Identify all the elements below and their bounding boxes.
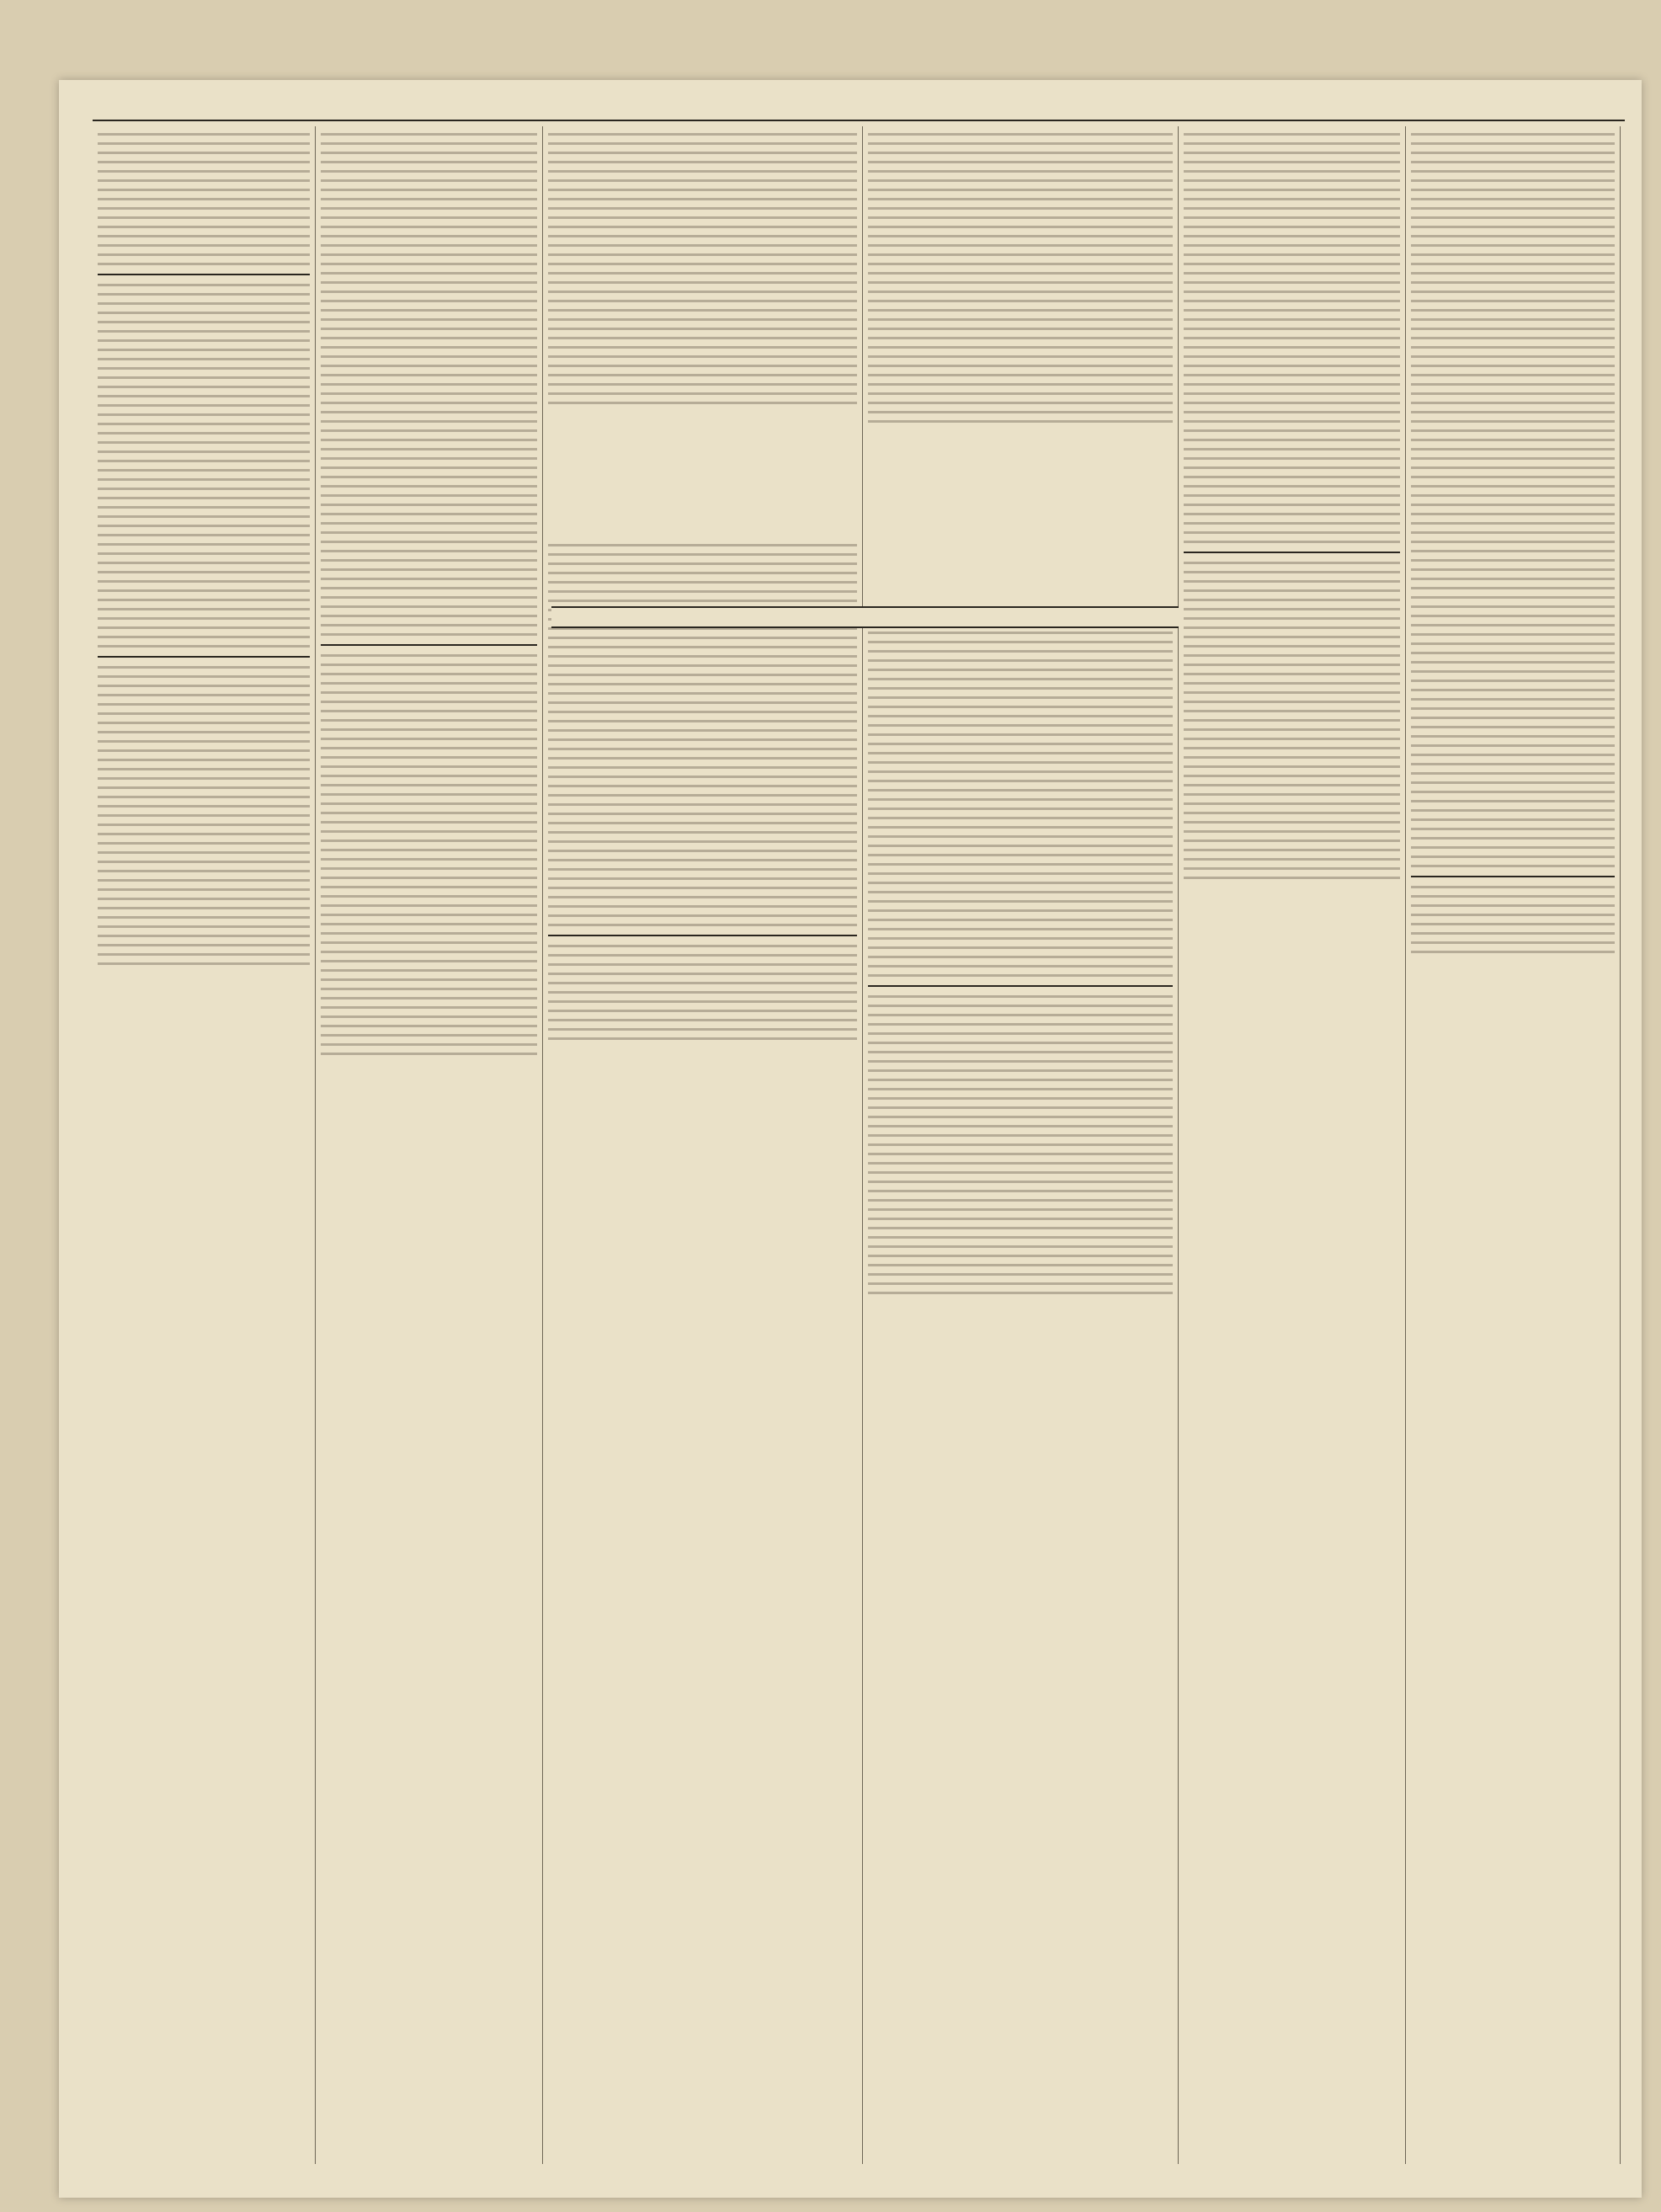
column-4 [863,126,1179,2164]
article-text [98,133,310,265]
spanning-headline [551,606,1179,628]
article-text [1411,886,1615,953]
masthead [93,91,1625,121]
article-text [1184,654,1400,712]
article-text [548,544,857,769]
article-text [321,839,537,981]
column-3 [543,126,863,2164]
article-text [1184,719,1400,805]
article-text [321,654,537,833]
article-text [1184,812,1400,879]
article-text [321,318,537,636]
column-6 [1406,126,1621,2164]
divider [1184,552,1400,553]
divider [98,656,310,658]
article-text [548,945,857,1040]
column-spacer [1179,126,1189,2164]
article-text [868,613,1173,977]
article-text [98,805,310,854]
divider [548,935,857,936]
article-text [1184,562,1400,648]
article-text [98,861,310,965]
divider [321,644,537,646]
divider [98,274,310,275]
article-text [868,133,1173,423]
article-text [1411,133,1615,867]
column-1 [93,126,316,2164]
column-5 [1179,126,1406,2164]
article-text [98,731,310,798]
article-text [868,995,1173,1294]
divider [1411,876,1615,877]
divider [868,985,1173,987]
article-text [321,988,537,1055]
article-text [321,133,537,312]
article-text [98,284,310,648]
article-text [98,666,310,724]
article-text [548,133,857,404]
article-text [548,776,857,926]
column-2 [316,126,543,2164]
article-text [1184,133,1400,543]
